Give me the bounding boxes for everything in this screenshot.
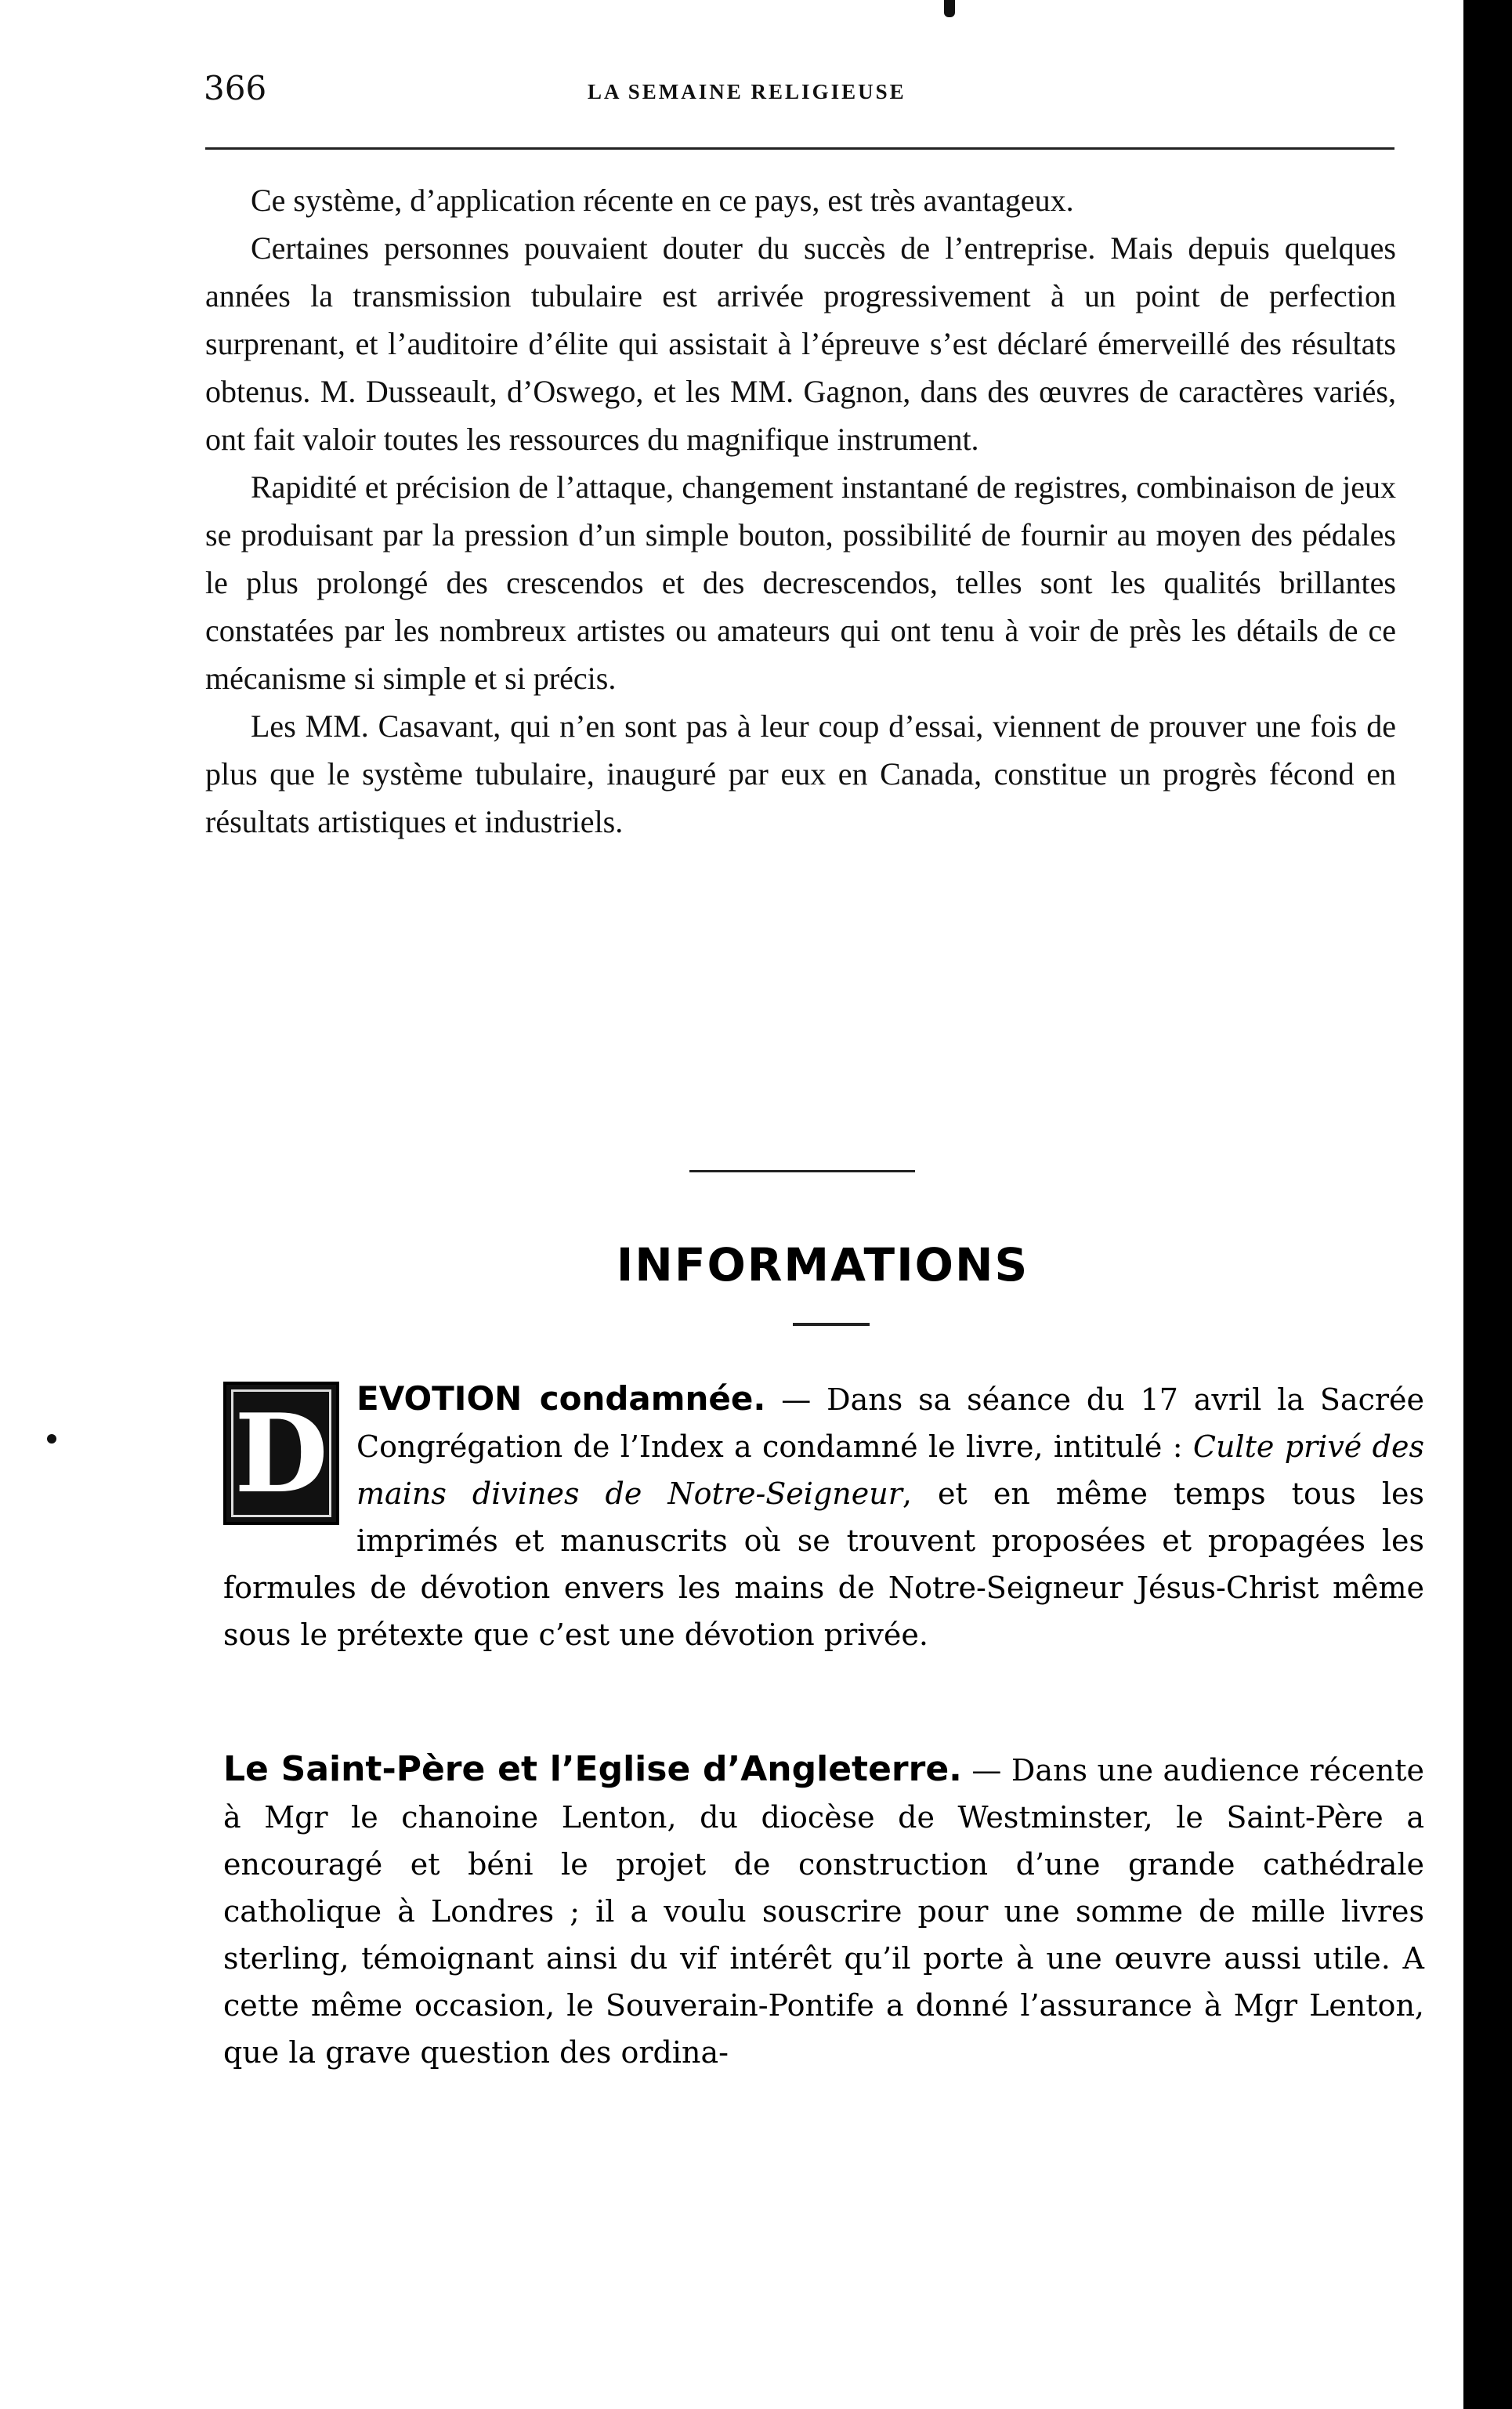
- news-text: — Dans sa séance du 17 avril la Sacrée Congrégation de l’Index a condamné le livre, intitulé :: [356, 1382, 1424, 1464]
- paragraph: Les MM. Casavant, qui n’en sont pas à leur coup d’essai, viennent de prouver une fois de plus que le système tubulaire, inauguré par eux en Canada, constitue un progrès fécond en résultats artistiques et industriels.: [205, 708, 1396, 839]
- book-title: Culte privé des mains divines de Notre-Seigneur: [356, 1429, 1424, 1511]
- running-head: [204, 69, 1418, 116]
- news-text: — Dans une audience récente à Mgr le chanoine Lenton, du diocèse de Westminster, le Saint-Père a encouragé et béni le projet de construction d’une grande cathédrale catholique à Londres ; il a voulu souscrire pour une somme de mille livres sterling, témoignant ainsi du vif intérêt qu’il porte à une œuvre aussi utile. A cette même occasion, le Souverain-Pontife a donné l’assurance à Mgr Lenton, que la grave question des ordina-: [223, 1753, 1424, 2070]
- scan-edge: [1463, 0, 1512, 2409]
- news-text: , et en même temps tous les imprimés et manuscrits où se trouvent proposées et propagées les formules de dévotion envers les mains de Notre-Seigneur Jésus-Christ même sous le prétexte que c’est une dévotion privée.: [223, 1476, 1425, 1652]
- section-heading: INFORMATIONS: [616, 1238, 1029, 1291]
- page-number: 366: [204, 69, 267, 107]
- header-rule: [205, 147, 1394, 150]
- section-rule: [793, 1323, 870, 1326]
- running-title: LA SEMAINE RELIGIEUSE: [588, 80, 906, 103]
- news-paragraph: [223, 1746, 1424, 2076]
- paragraph: Rapidité et précision de l’attaque, changement instantané de registres, combinaison de jeux se produisant par la pression d’un simple bouton, possibilité de fournir au moyen des pédales le plus prolongé des crescendos et des decrescendos, telles sont les qualités brillantes constatées par les nombreux artistes ou amateurs qui ont tenu à voir de près les détails de ce mécanisme si simple et si précis.: [205, 469, 1396, 696]
- ink-speck: [47, 1434, 56, 1444]
- article-continuation: [205, 176, 1396, 846]
- paragraph: Ce système, d’application récente en ce pays, est très avantageux.: [251, 183, 1074, 218]
- news-paragraph: [223, 1375, 1424, 1658]
- news-lead: EVOTION condamnée.: [356, 1379, 766, 1418]
- decorative-dropcap: D: [223, 1382, 339, 1525]
- news-item-england: [223, 1746, 1424, 2076]
- article-end-rule: [689, 1170, 915, 1172]
- ink-speck: [944, 0, 955, 17]
- news-item-devotion: [223, 1375, 1424, 1658]
- paragraph: Certaines personnes pouvaient douter du succès de l’entreprise. Mais depuis quelques années la transmission tubulaire est arrivée progressivement à un point de perfection surprenant, et l’auditoire d’élite qui assistait à l’épreuve s’est déclaré émerveillé des résultats obtenus. M. Dusseault, d’Oswego, et les MM. Gagnon, dans des œuvres de caractères variés, ont fait valoir toutes les ressources du magnifique instrument.: [205, 230, 1396, 457]
- news-lead: Le Saint-Père et l’Eglise d’Angleterre.: [223, 1749, 962, 1789]
